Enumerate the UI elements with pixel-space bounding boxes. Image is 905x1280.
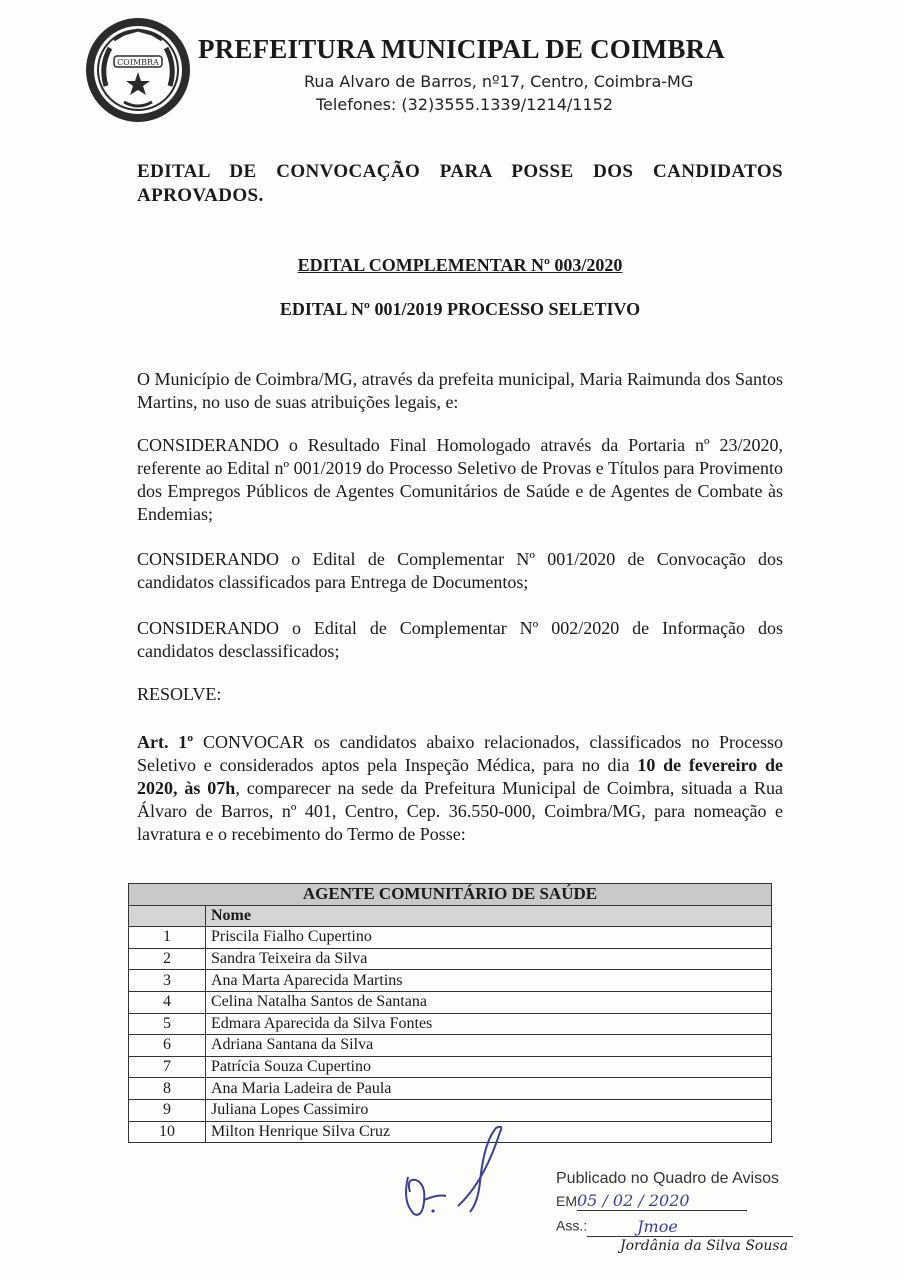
row-number: 9 (129, 1099, 206, 1121)
handwritten-signature (388, 1122, 518, 1222)
article-1-text-b: , comparecer na sede da Prefeitura Municipal de Coimbra, situada a Rua Álvaro de Barros, nº 401, Centro, Cep. 36.550-000, Coimbra/MG, para nomeação e lavratura e o recebimento do Termo de Posse: (137, 778, 784, 844)
candidate-name: Edmara Aparecida da Silva Fontes (206, 1013, 772, 1035)
row-number: 3 (129, 970, 206, 992)
resolve-label: RESOLVE: (137, 684, 222, 704)
candidate-name: Priscila Fialho Cupertino (206, 927, 772, 949)
candidate-name: Juliana Lopes Cassimiro (206, 1099, 772, 1121)
publication-date-row (556, 1191, 793, 1211)
col-number-header (129, 905, 206, 927)
intro-paragraph: O Município de Coimbra/MG, através da prefeita municipal, Maria Raimunda dos Santos Martins, no uso de suas atribuições legais, e: (137, 369, 783, 412)
municipality-phones: Telefones: (32)3555.1339/1214/1152 (316, 95, 613, 114)
municipality-title: PREFEITURA MUNICIPAL DE COIMBRA (198, 34, 725, 64)
considerando-3: CONSIDERANDO o Edital de Complementar Nº 002/2020 de Informação dos candidatos desclassificados; (137, 618, 783, 661)
table-row (129, 1035, 772, 1057)
municipality-address: Rua Alvaro de Barros, nº17, Centro, Coimbra-MG (304, 72, 694, 91)
table-row (129, 970, 772, 992)
table-row (129, 991, 772, 1013)
table-row (129, 948, 772, 970)
table-row (129, 1013, 772, 1035)
edital-complementar-text: EDITAL COMPLEMENTAR Nº 003/2020 (297, 255, 623, 275)
publication-signer-name: Jordânia da Silva Sousa (620, 1238, 788, 1254)
col-name-header: Nome (206, 905, 772, 927)
considerando-2: CONSIDERANDO o Edital de Complementar Nº 001/2020 de Convocação dos candidatos classificados para Entrega de Documentos; (137, 549, 783, 592)
row-number: 8 (129, 1078, 206, 1100)
candidate-name: Ana Marta Aparecida Martins (206, 970, 772, 992)
article-1 (137, 731, 783, 846)
considerando-1: CONSIDERANDO o Resultado Final Homologado através da Portaria nº 23/2020, referente ao Edital nº 001/2019 do Processo Seletivo de Provas e Títulos para Provimento dos Empregos Públicos de Agentes Comunitários de Saúde e de Agentes de Combate às Endemias; (137, 435, 783, 524)
coimbra-seal-logo (84, 16, 192, 124)
publication-em-label: EM (556, 1193, 577, 1209)
article-1-date: 10 de fevereiro de 2020, às 07h (137, 755, 783, 798)
candidate-name: Milton Henrique Silva Cruz (206, 1121, 772, 1143)
candidate-name: Celina Natalha Santos de Santana (206, 991, 772, 1013)
convocation-title: EDITAL DE CONVOCAÇÃO PARA POSSE DOS CANDIDATOS APROVADOS. (137, 161, 783, 206)
candidate-name: Ana Maria Ladeira de Paula (206, 1078, 772, 1100)
row-number: 2 (129, 948, 206, 970)
row-number: 7 (129, 1056, 206, 1078)
table-row (129, 1056, 772, 1078)
edital-processo-heading: EDITAL Nº 001/2019 PROCESSO SELETIVO (279, 299, 641, 319)
row-number: 5 (129, 1013, 206, 1035)
row-number: 4 (129, 991, 206, 1013)
table-row (129, 1099, 772, 1121)
publication-stamp (556, 1170, 793, 1237)
row-number: 1 (129, 927, 206, 949)
seal-text: COIMBRA (117, 58, 159, 67)
candidates-table (128, 883, 772, 1143)
table-caption: AGENTE COMUNITÁRIO DE SAÚDE (129, 884, 772, 906)
publication-signature: Jmoe (637, 1217, 678, 1236)
article-1-text-a: CONVOCAR os candidatos abaixo relacionados, classificados no Processo Seletivo e considerados aptos pela Inspeção Médica, para no dia (137, 732, 783, 775)
table-row (129, 1078, 772, 1100)
row-number: 6 (129, 1035, 206, 1057)
publication-ass-label: Ass.: (556, 1217, 588, 1234)
candidate-name: Adriana Santana da Silva (206, 1035, 772, 1057)
edital-complementar-heading (137, 255, 783, 276)
candidate-name: Sandra Teixeira da Silva (206, 948, 772, 970)
publication-date: 05 / 02 / 2020 (577, 1191, 690, 1210)
row-number: 10 (129, 1121, 206, 1143)
publication-signature-row (556, 1217, 793, 1237)
candidate-name: Patrícia Souza Cupertino (206, 1056, 772, 1078)
publication-title: Publicado no Quadro de Avisos (556, 1170, 779, 1187)
article-1-label: Art. 1º (137, 732, 194, 752)
table-row (129, 927, 772, 949)
